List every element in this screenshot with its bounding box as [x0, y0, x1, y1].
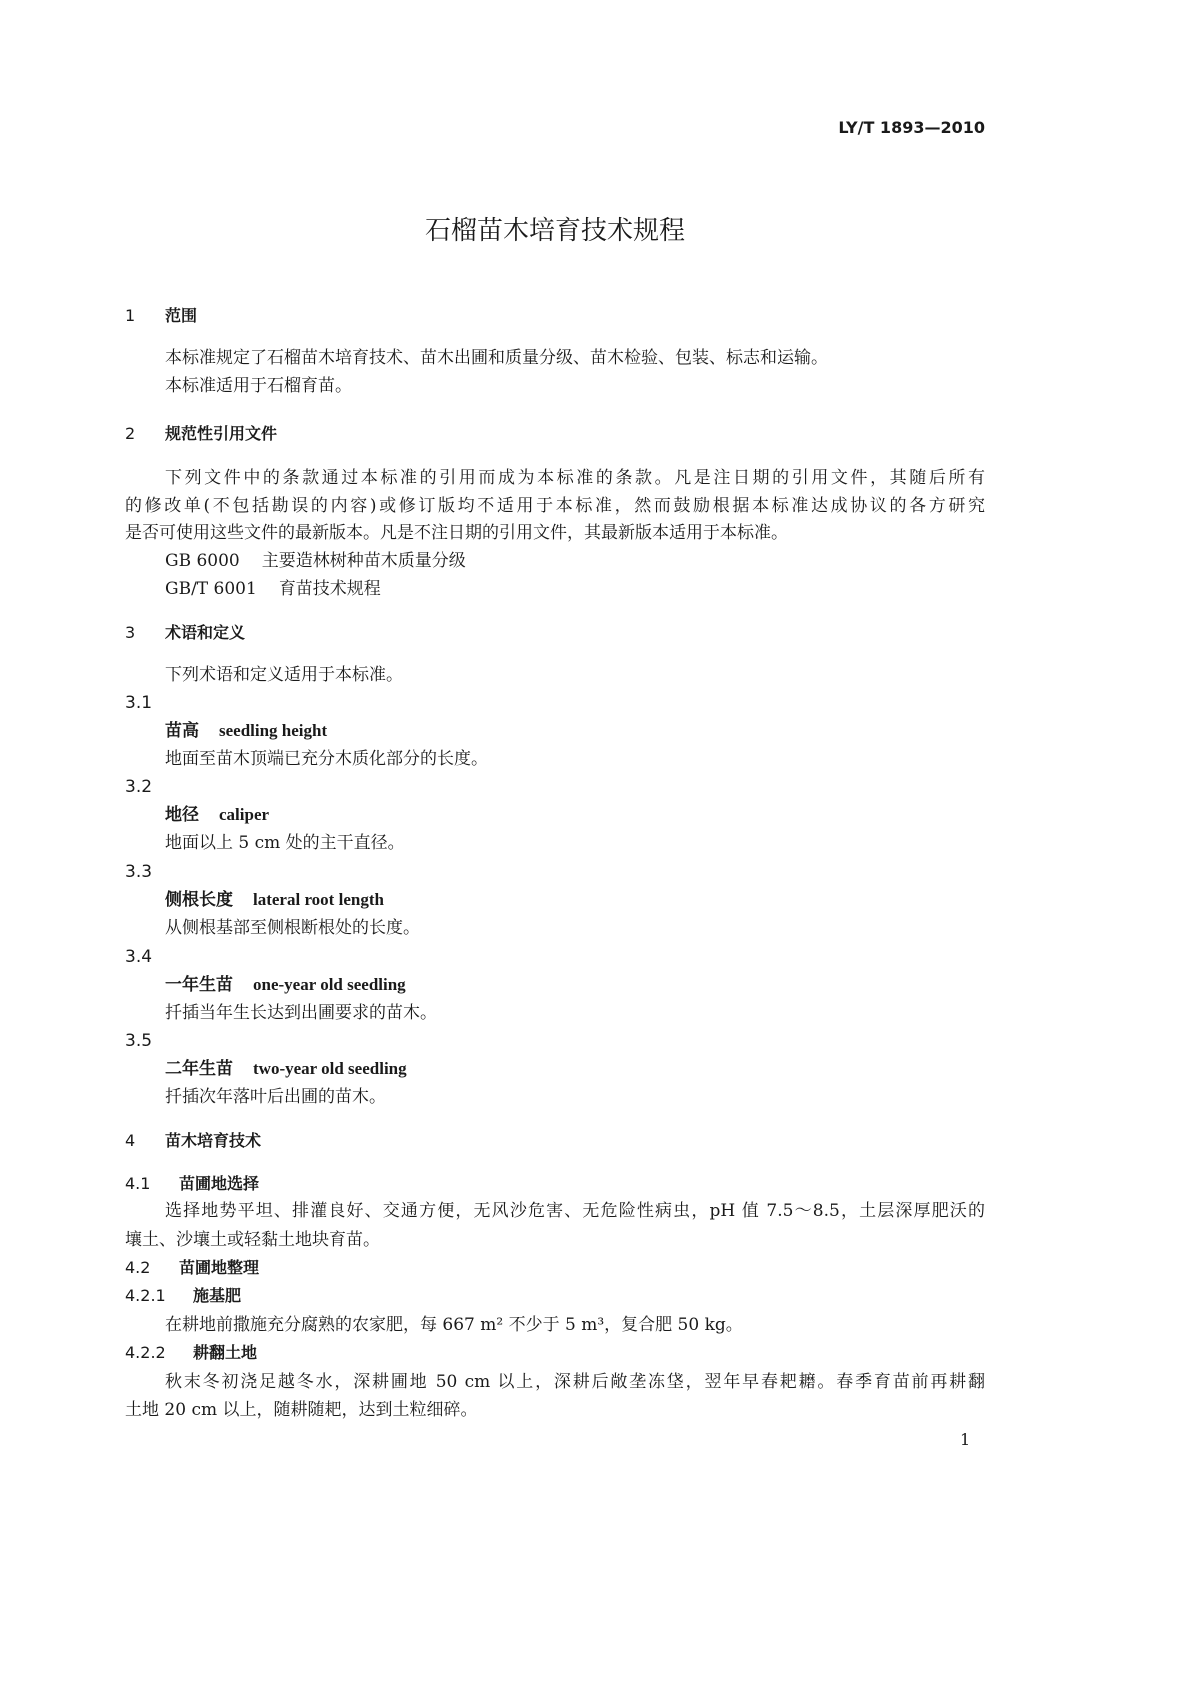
paragraph-line: 选择地势平坦、排灌良好、交通方便，无风沙危害、无危险性病虫，pH 值 7.5～8.5，土层深厚肥沃的	[165, 1201, 985, 1221]
term-definition: 地面至苗木顶端已充分木质化部分的长度。	[165, 749, 488, 769]
term-number: 3.3	[125, 862, 153, 882]
term-number: 3.2	[125, 777, 153, 797]
term-definition: 扦插次年落叶后出圃的苗木。	[165, 1087, 386, 1107]
section-4-1-heading: 4.1 苗圃地选择	[125, 1174, 260, 1193]
paragraph-line: 的修改单(不包括勘误的内容)或修订版均不适用于本标准，然而鼓励根据本标准达成协议的各方研究	[125, 496, 985, 516]
term-number: 3.1	[125, 693, 153, 713]
term-name: 苗高 seedling height	[165, 721, 328, 741]
term-name: 地径 caliper	[165, 805, 270, 825]
term-name: 侧根长度 lateral root length	[165, 890, 384, 910]
paragraph-line: 下列文件中的条款通过本标准的引用而成为本标准的条款。凡是注日期的引用文件，其随后所有	[165, 468, 985, 488]
term-definition: 从侧根基部至侧根断根处的长度。	[165, 918, 420, 938]
paragraph-line: 土地 20 cm 以上，随耕随耙，达到土粒细碎。	[125, 1400, 478, 1420]
paragraph: 本标准适用于石榴育苗。	[165, 376, 352, 396]
reference-item: GB 6000 主要造林树种苗木质量分级	[165, 551, 466, 571]
term-definition: 扦插当年生长达到出圃要求的苗木。	[165, 1003, 437, 1023]
paragraph-line: 秋末冬初浇足越冬水，深耕圃地 50 cm 以上，深耕后敞垄冻垡，翌年早春耙耱。春季育苗前再耕翻	[165, 1372, 985, 1392]
section-4-2-1-heading: 4.2.1 施基肥	[125, 1286, 242, 1305]
paragraph-line: 是否可使用这些文件的最新版本。凡是不注日期的引用文件，其最新版本适用于本标准。	[125, 523, 788, 543]
term-name: 一年生苗 one-year old seedling	[165, 975, 406, 995]
section-4-2-heading: 4.2 苗圃地整理	[125, 1258, 260, 1277]
section-1-heading: 1 范围	[125, 306, 198, 325]
term-number: 3.4	[125, 947, 153, 967]
paragraph-line: 壤土、沙壤土或轻黏土地块育苗。	[125, 1230, 380, 1250]
reference-item: GB/T 6001 育苗技术规程	[165, 579, 381, 599]
paragraph: 下列术语和定义适用于本标准。	[165, 665, 403, 685]
section-3-heading: 3 术语和定义	[125, 623, 246, 642]
paragraph: 本标准规定了石榴苗木培育技术、苗木出圃和质量分级、苗木检验、包装、标志和运输。	[165, 348, 828, 368]
section-4-heading: 4 苗木培育技术	[125, 1131, 262, 1150]
page-title: 石榴苗木培育技术规程	[424, 216, 685, 246]
standard-code: LY/T 1893—2010	[838, 118, 985, 137]
section-2-heading: 2 规范性引用文件	[125, 424, 278, 443]
section-4-2-2-heading: 4.2.2 耕翻土地	[125, 1343, 258, 1362]
paragraph: 在耕地前撒施充分腐熟的农家肥，每 667 m² 不少于 5 m³，复合肥 50 kg。	[165, 1315, 743, 1335]
term-name: 二年生苗 two-year old seedling	[165, 1059, 407, 1079]
page-number: 1	[960, 1430, 971, 1449]
term-number: 3.5	[125, 1031, 153, 1051]
term-definition: 地面以上 5 cm 处的主干直径。	[165, 833, 405, 853]
